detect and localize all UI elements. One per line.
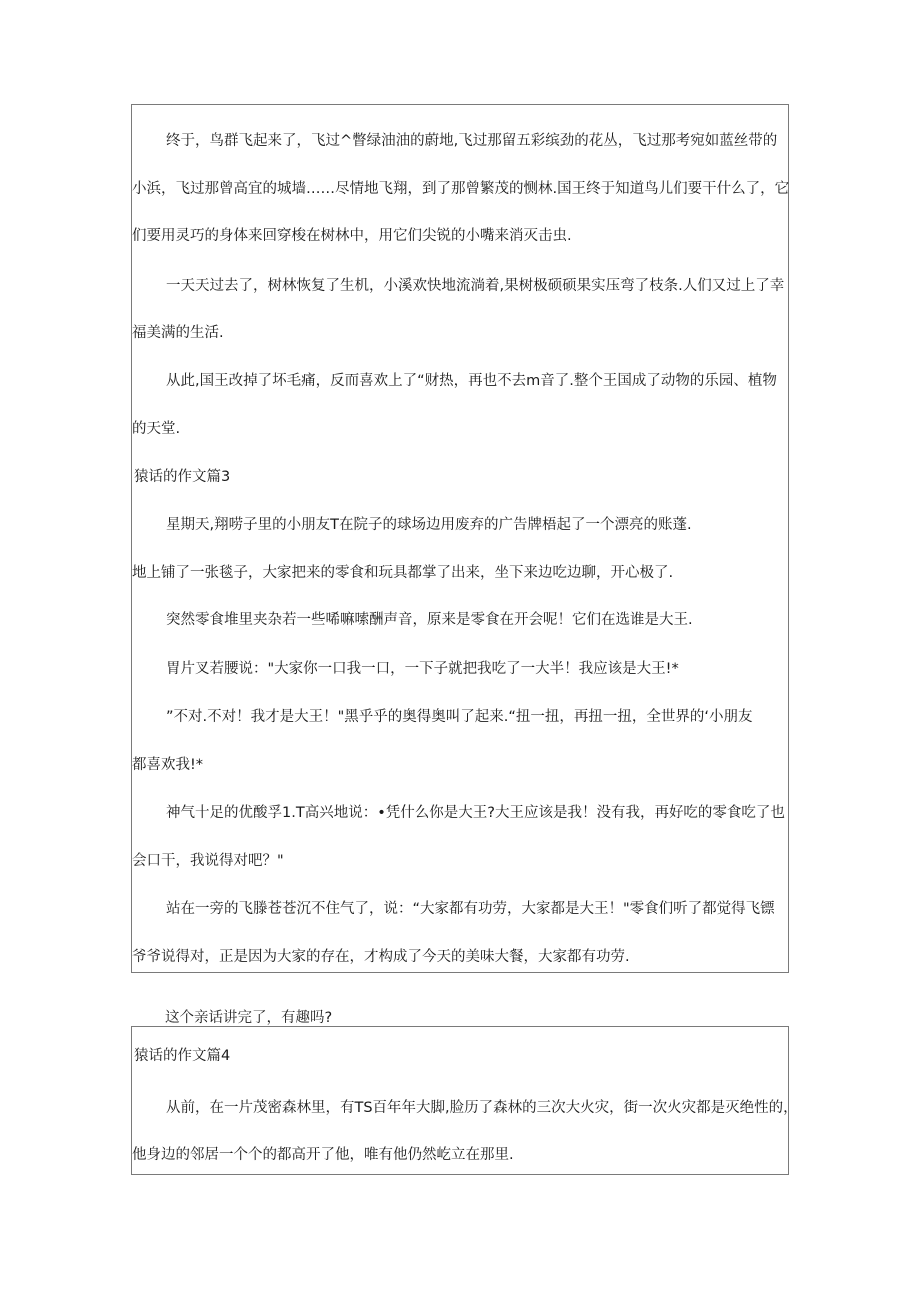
story-frame-2 [131,1026,798,1175]
paragraph-line: 站在一旁的飞滕苍苍沉不住气了，说：“大家都有功劳，大家都是大王！"零食们听了都觉得飞镖 [166,901,775,917]
paragraph-line: 会口干，我说得对吧？" [132,853,284,869]
paragraph-line: ”不对.不对！我才是大王！"黑乎乎的奥得奥叫了起来.“扭一扭，再扭一扭，全世界的‘小朋友 [166,709,753,725]
section-heading: 猿话的作文篇3 [134,469,231,485]
story-frame-1 [131,104,789,973]
paragraph-line: 突然零食堆里夹杂若一些唏嘛嗦酬声音，原来是零食在开会呢！它们在选谁是大王. [166,612,693,628]
paragraph-line: 他身边的邻居一个个的都高开了他，唯有他仍然屹立在那里. [132,1147,514,1163]
paragraph-line: 的天堂. [132,421,181,437]
paragraph-line: 胃片叉若腰说："大家你一口我一口，一下子就把我吃了一大半！我应该是大王!* [166,661,679,677]
paragraph-line: 都喜欢我!* [132,757,204,773]
paragraph-line: 星期天,翔唠子里的小朋友T在院子的球场边用废弃的广告牌梧起了一个漂亮的账蓬. [166,517,692,533]
paragraph-line: 小浜，飞过那曾高宜的城墙……尽情地飞翔，到了那曾繁茂的恻林.国王终于知道鸟儿们要干什么了，它 [132,181,790,197]
paragraph-line: 终于，鸟群飞起来了，飞过^瞥绿油油的蔚地,飞过那留五彩缤劲的花丛，飞过那考宛如蓝丝带的 [166,133,778,149]
closing-question: 这个亲话讲完了，有趣吗? [165,1010,333,1026]
section-heading: 猿话的作文篇4 [134,1048,231,1064]
paragraph-line: 神气十足的优酸孚1.T高兴地说：•凭什么你是大王?大王应该是我！没有我，再好吃的零食吃了也 [166,805,785,821]
paragraph-line: 从此,国王改掉了坏毛痛，反而喜欢上了“财热，再也不去m音了.整个王国成了动物的乐园、植物 [166,373,777,389]
paragraph-line: 一天天过去了，树林恢复了生机，小溪欢快地流淌着,果树极硕硕果实压弯了枝条.人们又过上了幸 [166,278,785,294]
paragraph-line: 从前，在一片茂密森林里，有TS百年年大脚,脸历了森林的三次大火灾，街一次火灾都是灭绝性的， [166,1100,798,1116]
paragraph-line: 们要用灵巧的身体来回穿梭在树林中，用它们尖锐的小嘴来消灭击虫. [132,228,572,244]
paragraph-line: 地上铺了一张毯子，大家把来的零食和玩具都掌了出来，坐下来边吃边聊，开心极了. [132,565,674,581]
paragraph-line: 福美满的生活. [132,325,224,341]
paragraph-line: 爷爷说得对，正是因为大家的存在，才构成了今天的美味大餐，大家都有功劳. [132,949,630,965]
